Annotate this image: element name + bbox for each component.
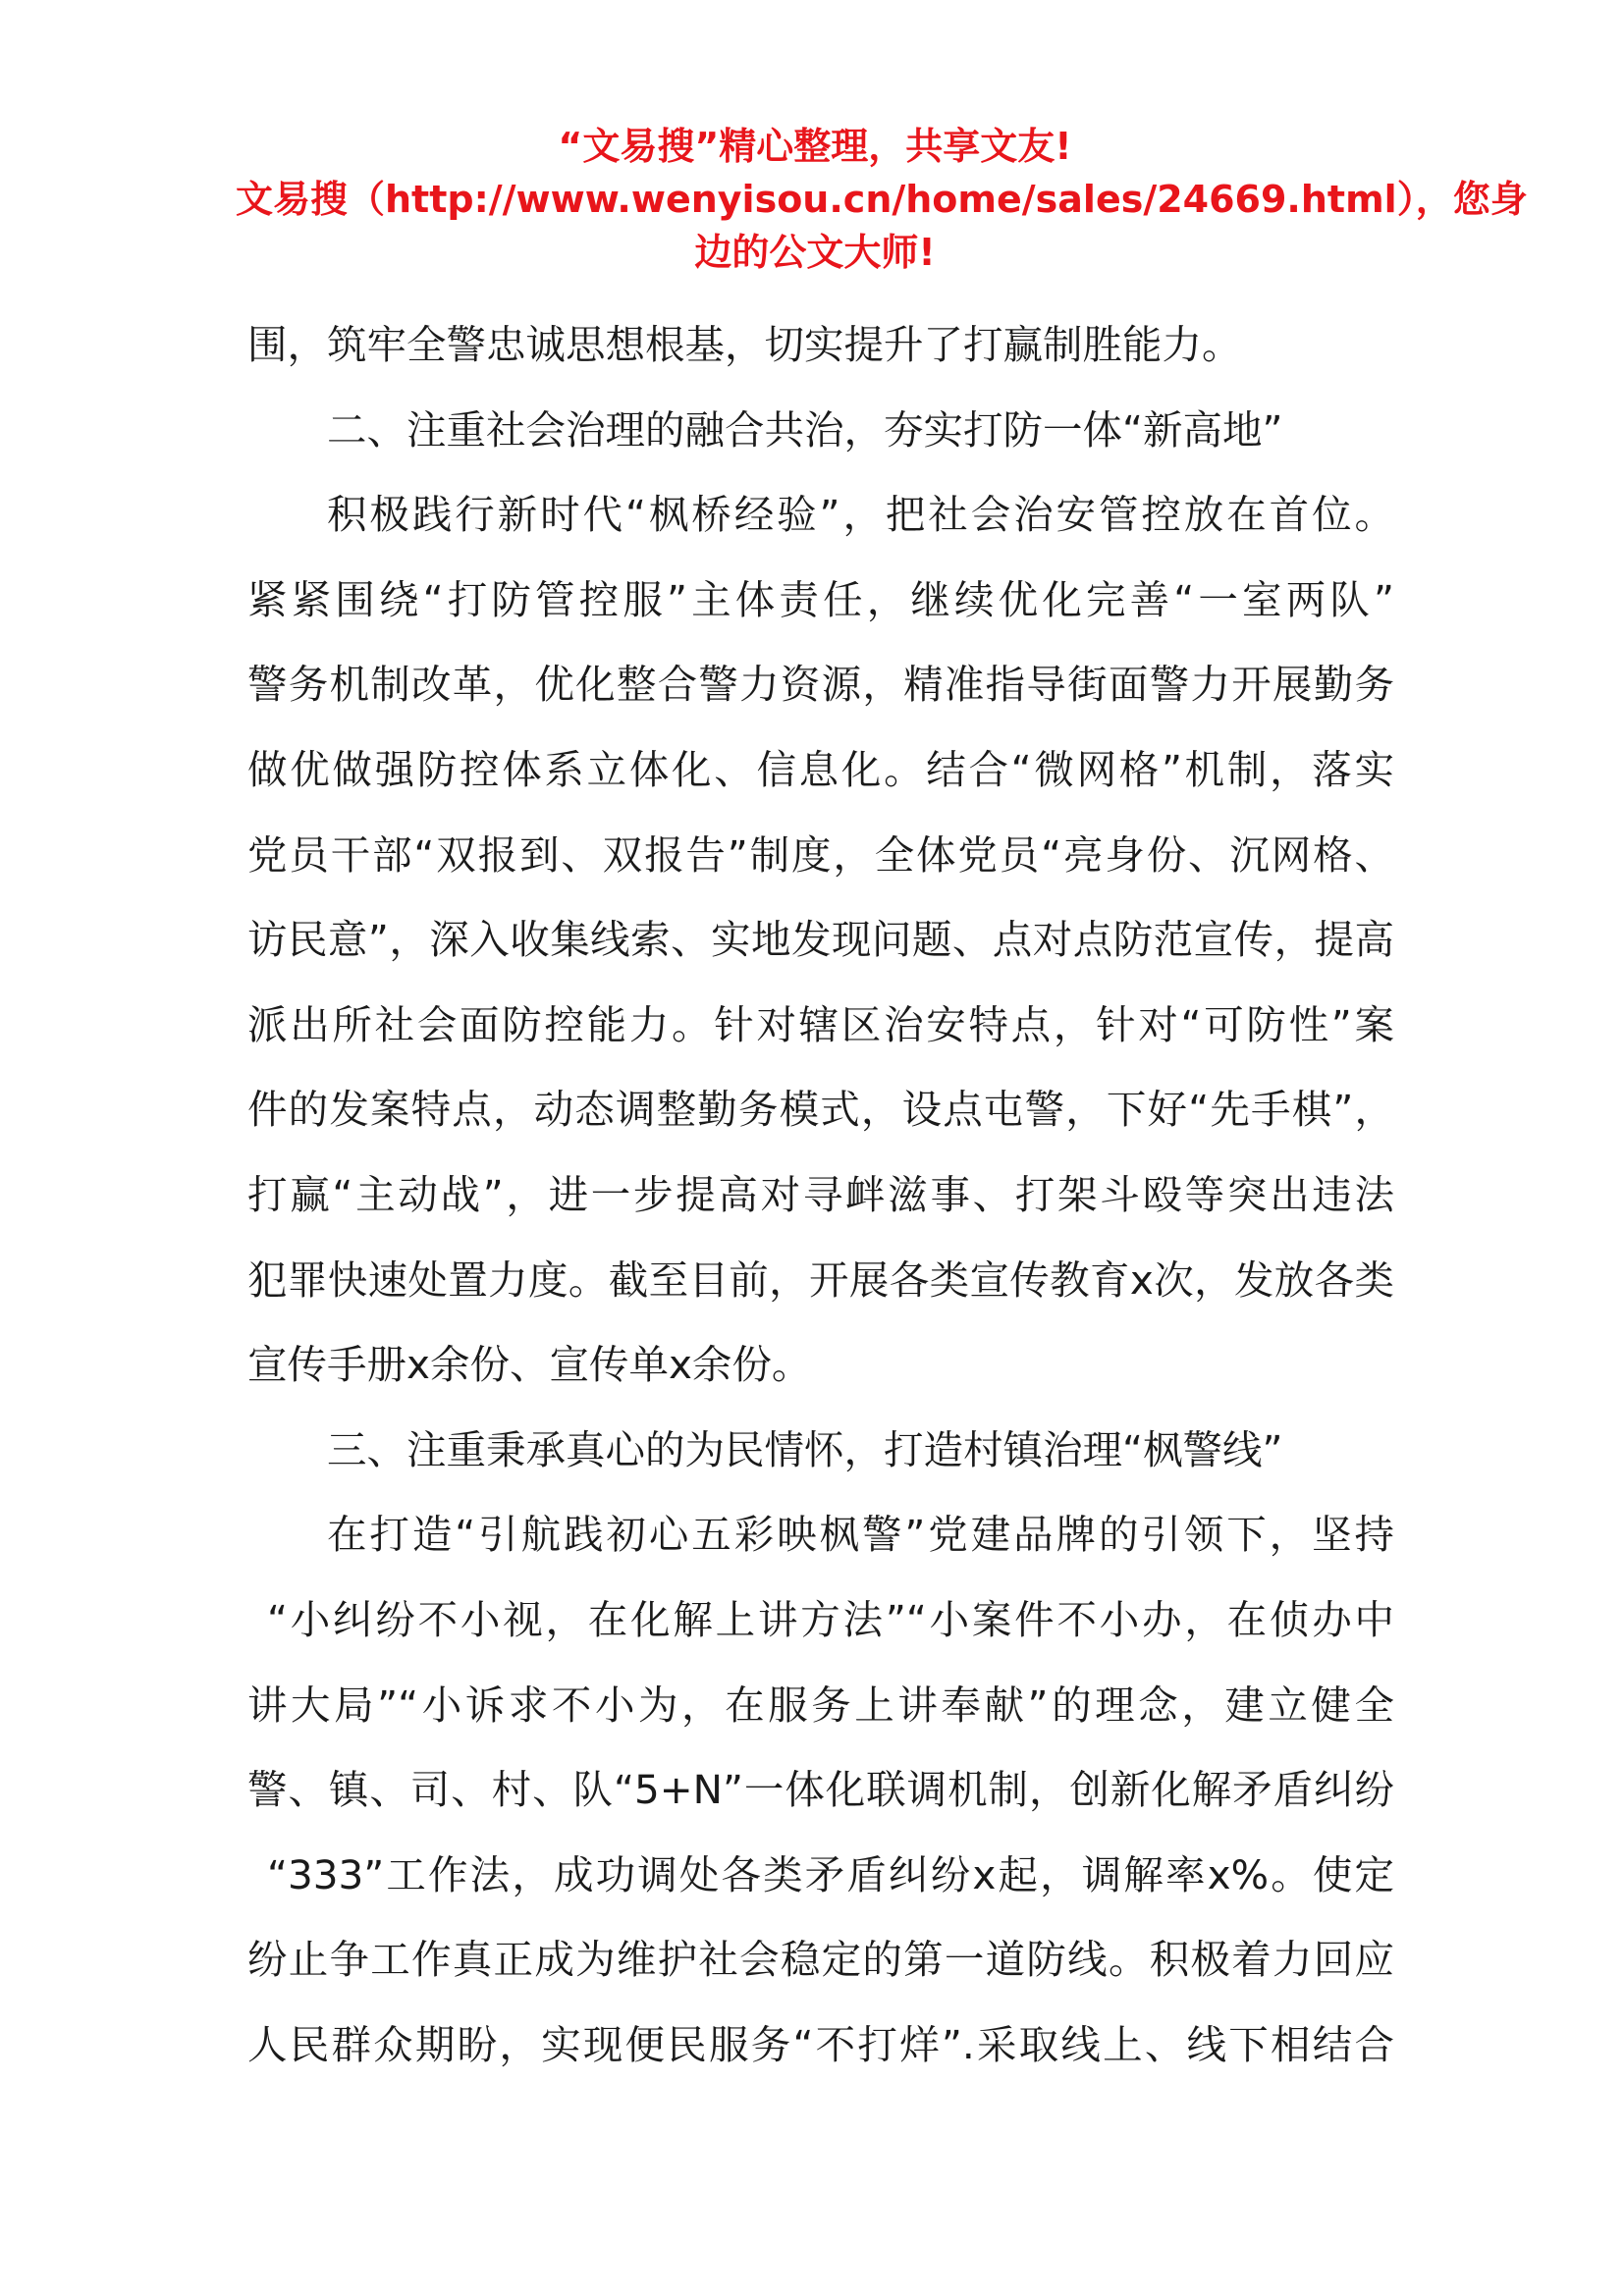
body-line: 在打造“引航践初心五彩映枫警”党建品牌的引领下，坚持 <box>327 1511 1394 1559</box>
body-line: 警务机制改革，优化整合警力资源，精准指导街面警力开展勤务 <box>247 661 1394 709</box>
body-line: 纷止争工作真正成为维护社会稳定的第一道防线。积极着力回应 <box>247 1936 1394 1984</box>
watermark-banner <box>236 120 1528 279</box>
section-heading-3: 三、注重秉承真心的为民情怀，打造村镇治理“枫警线” <box>327 1425 1283 1473</box>
body-line: 宣传手册x余份、宣传单x余份。 <box>247 1341 812 1389</box>
document-body <box>247 302 1394 2087</box>
body-line: 做优做强防控体系立体化、信息化。结合“微网格”机制，落实 <box>247 745 1394 793</box>
body-line: 打赢“主动战”，进一步提高对寻衅滋事、打架斗殴等突出违法 <box>247 1170 1394 1218</box>
body-line: 围，筑牢全警忠诚思想根基，切实提升了打赢制胜能力。 <box>247 321 1242 368</box>
banner-line-1: “文易搜”精心整理，共享文友! <box>558 125 1072 168</box>
section-heading-2: 二、注重社会治理的融合共治，夯实打防一体“新高地” <box>327 405 1283 454</box>
banner-line-3: 边的公文大师! <box>694 231 936 274</box>
body-line: 警、镇、司、村、队“5+N”一体化联调机制，创新化解矛盾纠纷 <box>247 1766 1394 1814</box>
body-line: “333”工作法，成功调处各类矛盾纠纷x起，调解率x%。使定 <box>267 1850 1394 1898</box>
body-line: 积极践行新时代“枫桥经验”，把社会治安管控放在首位。 <box>327 491 1394 539</box>
banner-line-2[interactable]: 文易搜（http://www.wenyisou.cn/home/sales/24669.html），您身 <box>236 178 1528 221</box>
body-line: 犯罪快速处置力度。截至目前，开展各类宣传教育x次，发放各类 <box>247 1255 1394 1304</box>
body-line: 件的发案特点，动态调整勤务模式，设点屯警，下好“先手棋”， <box>247 1086 1394 1134</box>
body-line: 讲大局”“小诉求不小为，在服务上讲奉献”的理念，建立健全 <box>247 1681 1394 1729</box>
body-line: 人民群众期盼，实现便民服务“不打烊”.采取线上、线下相结合 <box>247 2020 1394 2068</box>
body-line: 紧紧围绕“打防管控服”主体责任，继续优化完善“一室两队” <box>247 575 1394 623</box>
body-line: 党员干部“双报到、双报告”制度，全体党员“亮身份、沉网格、 <box>247 830 1394 879</box>
body-line: 派出所社会面防控能力。针对辖区治安特点，针对“可防性”案 <box>247 1000 1394 1048</box>
body-line: “小纠纷不小视，在化解上讲方法”“小案件不小办，在侦办中 <box>267 1595 1394 1643</box>
body-line: 访民意”，深入收集线索、实地发现问题、点对点防范宣传，提高 <box>247 916 1394 964</box>
